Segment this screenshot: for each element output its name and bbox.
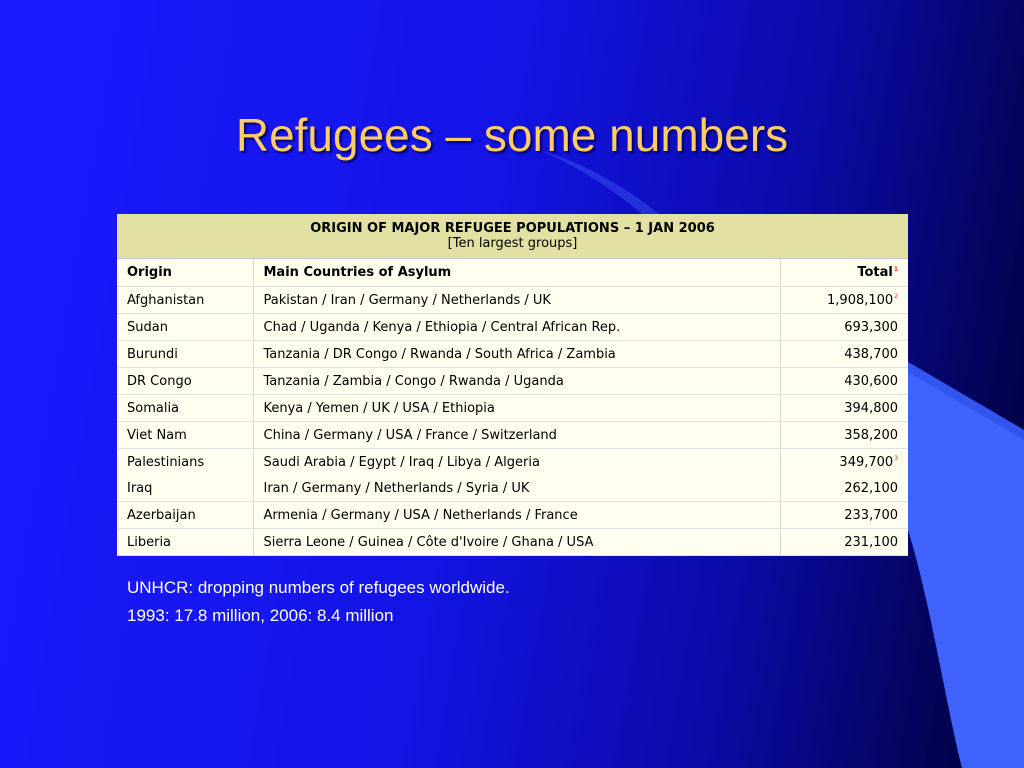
table-caption-row [117,214,908,259]
cell-asylum: Saudi Arabia / Egypt / Iraq / Libya / Algeria [253,449,780,476]
cell-asylum: Sierra Leone / Guinea / Côte d'Ivoire / Ghana / USA [253,529,780,556]
cell-total-value: 262,100 [844,480,899,496]
cell-total-value: 231,100 [844,534,899,550]
cell-origin: Azerbaijan [117,502,253,529]
note-line: UNHCR: dropping numbers of refugees worldwide. [127,578,510,597]
table-row [117,475,908,502]
column-header-origin: Origin [117,259,253,287]
table-row [117,368,908,395]
cell-total [780,395,908,422]
cell-total-value: 693,300 [844,319,899,335]
cell-origin: Somalia [117,395,253,422]
table-header-row [117,259,908,287]
cell-total-value: 1,908,100 [827,292,894,308]
table-row [117,395,908,422]
cell-asylum: Pakistan / Iran / Germany / Netherlands / UK [253,287,780,314]
cell-total [780,529,908,556]
column-header-asylum: Main Countries of Asylum [253,259,780,287]
cell-total [780,422,908,449]
cell-asylum: Tanzania / Zambia / Congo / Rwanda / Uganda [253,368,780,395]
cell-total [780,502,908,529]
cell-total [780,449,908,476]
slide-title: Refugees – some numbers [235,109,789,161]
cell-asylum: Iran / Germany / Netherlands / Syria / UK [253,475,780,502]
cell-total-value: 349,700 [839,454,894,470]
cell-origin: Viet Nam [117,422,253,449]
cell-origin: Burundi [117,341,253,368]
cell-total [780,314,908,341]
note-line: 1993: 17.8 million, 2006: 8.4 million [127,606,394,625]
footnote-marker: 1 [893,265,899,273]
cell-origin: DR Congo [117,368,253,395]
table-row [117,341,908,368]
cell-origin: Afghanistan [117,287,253,314]
cell-total-value: 233,700 [844,507,899,523]
table-caption [117,214,908,259]
table-subtitle: [Ten largest groups] [447,236,578,251]
table-row [117,422,908,449]
cell-asylum: Kenya / Yemen / UK / USA / Ethiopia [253,395,780,422]
cell-origin: Sudan [117,314,253,341]
cell-total-value: 438,700 [844,346,899,362]
cell-total-value: 430,600 [844,373,899,389]
footnote-marker: 2 [894,293,899,301]
table-row [117,529,908,556]
cell-asylum: Chad / Uganda / Kenya / Ethiopia / Central African Rep. [253,314,780,341]
cell-asylum: Tanzania / DR Congo / Rwanda / South Africa / Zambia [253,341,780,368]
column-header-total-label: Total [857,265,893,280]
cell-total [780,368,908,395]
cell-asylum: China / Germany / USA / France / Switzerland [253,422,780,449]
table-row [117,449,908,476]
cell-origin: Iraq [117,475,253,502]
refugee-table [117,214,908,556]
cell-total-value: 394,800 [844,400,899,416]
cell-asylum: Armenia / Germany / USA / Netherlands / France [253,502,780,529]
column-header-total [780,259,908,287]
table-row [117,314,908,341]
footnote-marker: 3 [894,455,899,463]
notes [127,576,510,632]
table-title: ORIGIN OF MAJOR REFUGEE POPULATIONS – 1 JAN 2006 [310,221,715,236]
cell-total [780,341,908,368]
table-row [117,287,908,314]
cell-origin: Liberia [117,529,253,556]
cell-total [780,287,908,314]
cell-total [780,475,908,502]
cell-total-value: 358,200 [844,427,899,443]
cell-origin: Palestinians [117,449,253,476]
table-row [117,502,908,529]
